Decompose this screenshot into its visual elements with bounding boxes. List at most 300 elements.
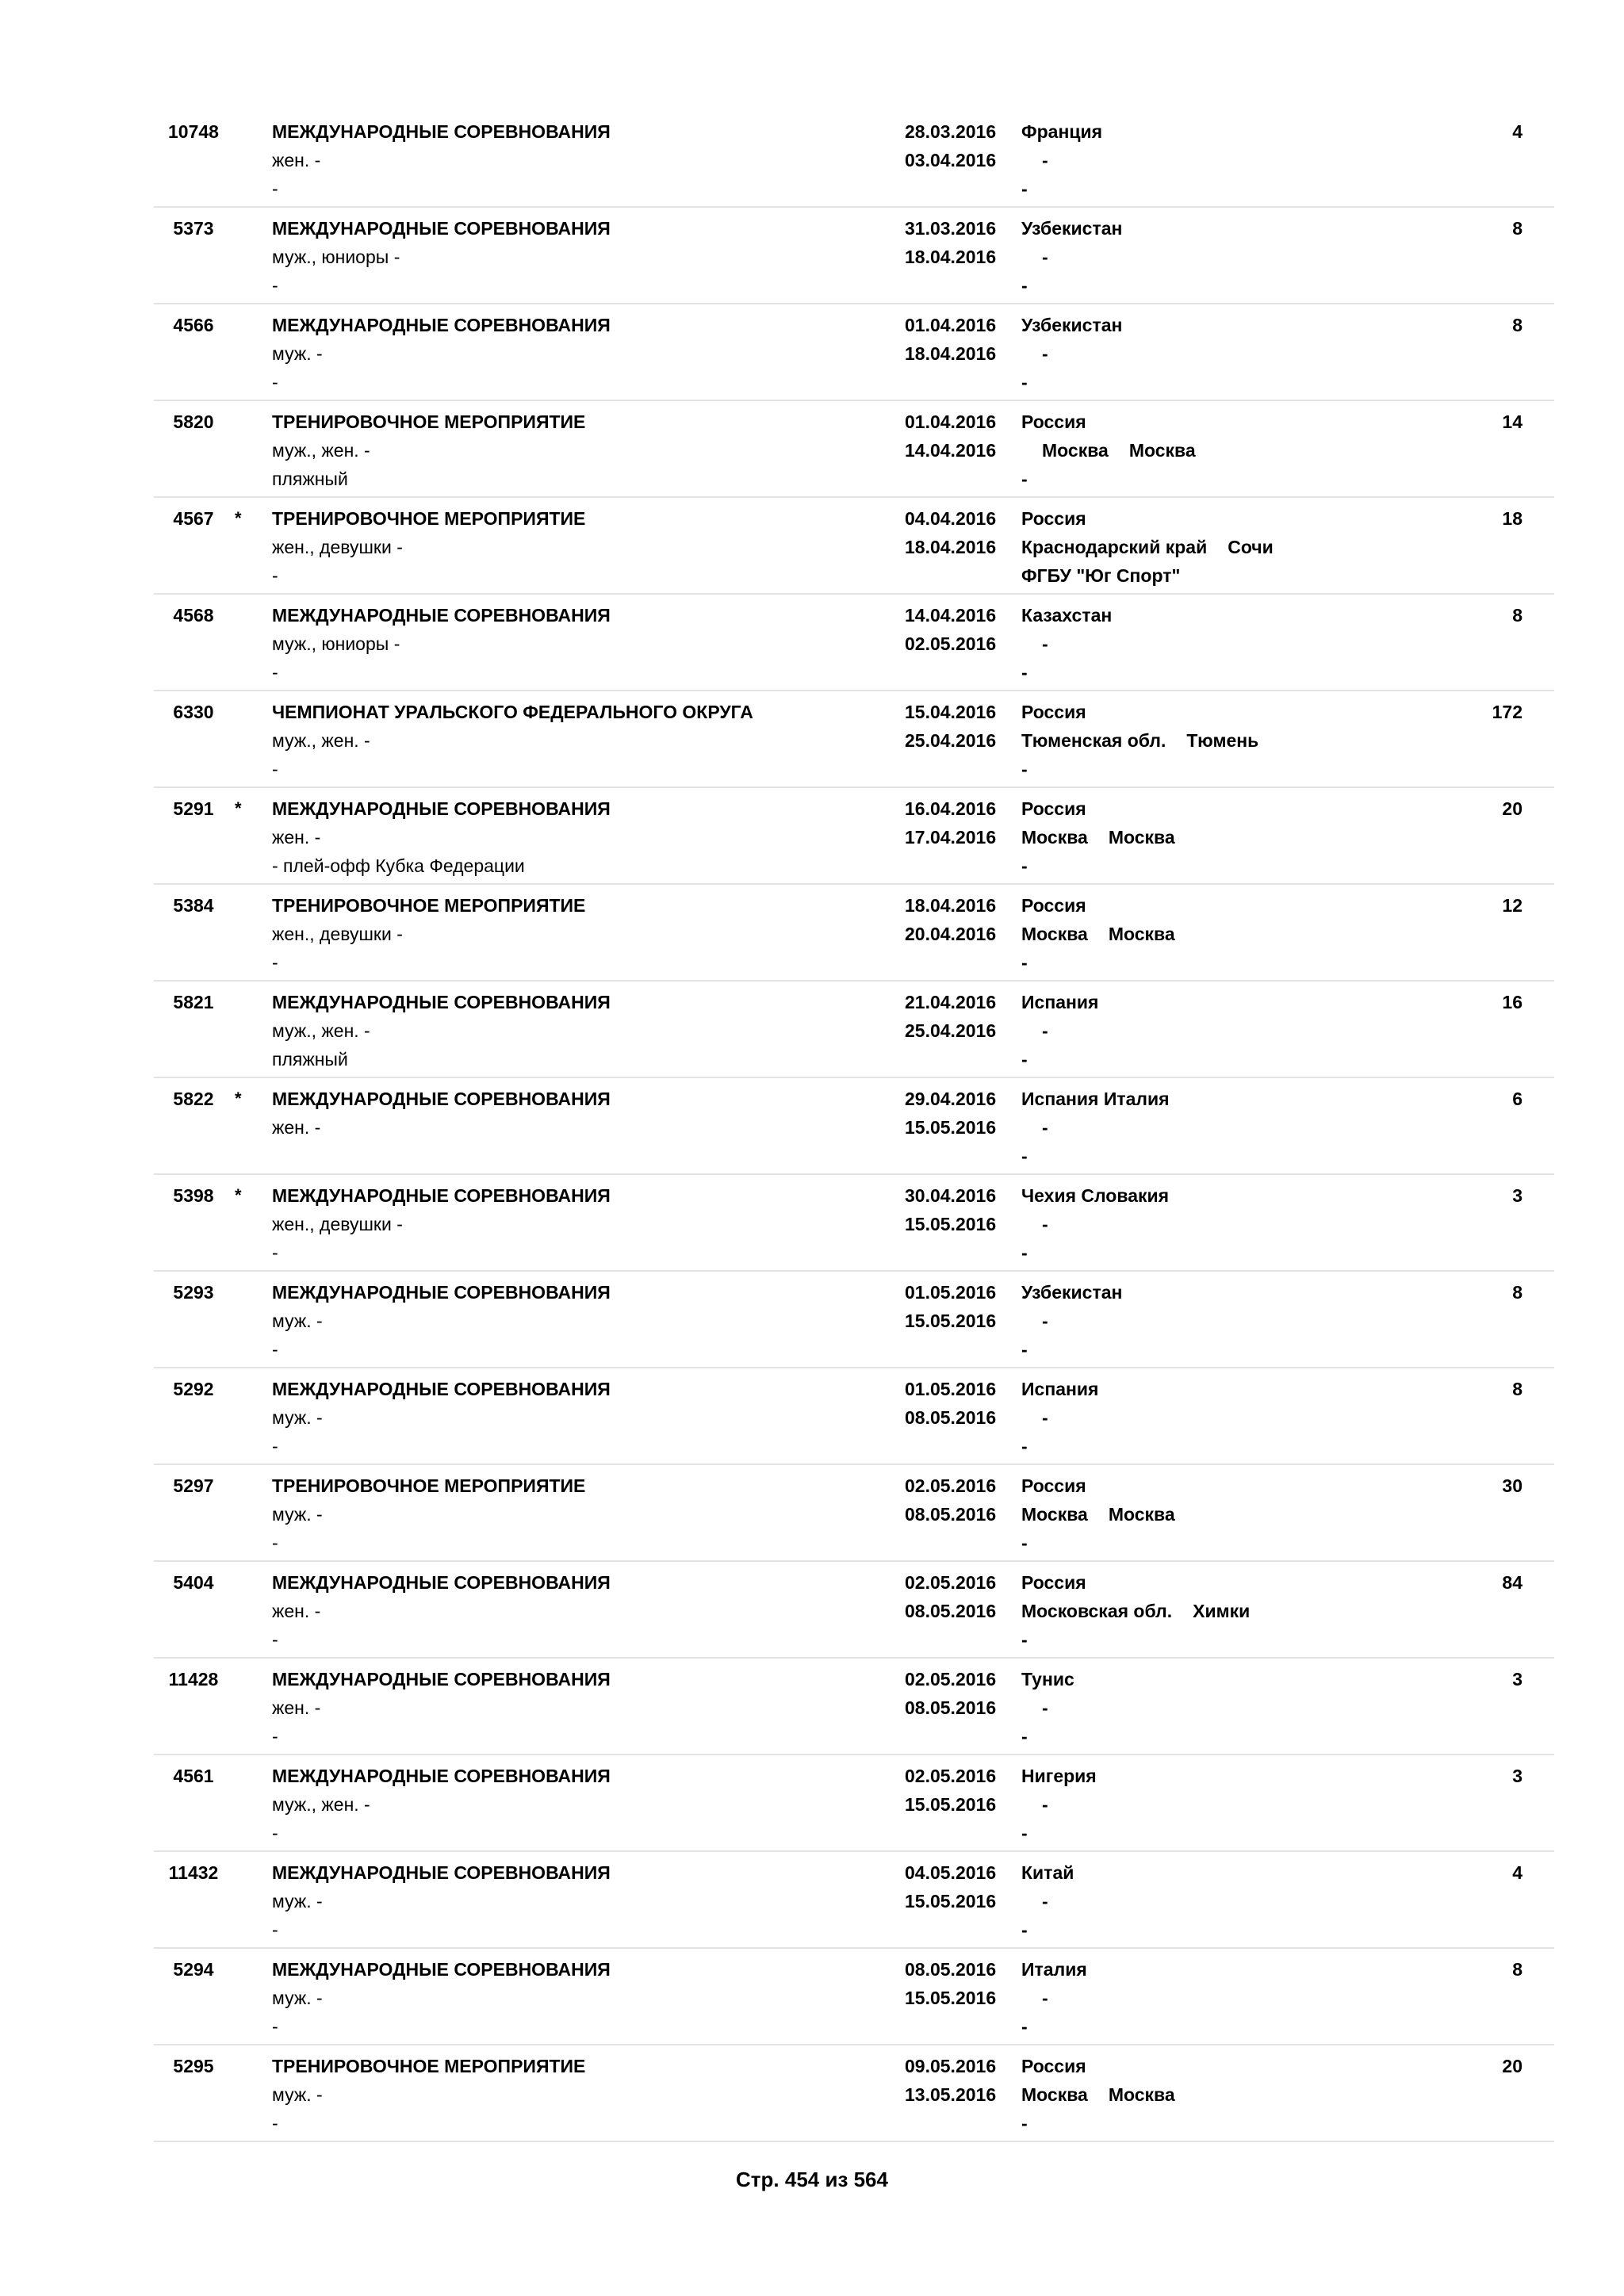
event-dates xyxy=(905,1375,996,1432)
event-venue: - xyxy=(1021,1436,1028,1456)
event-venue: - xyxy=(1021,178,1028,199)
event-dates xyxy=(905,1762,996,1819)
event-title: МЕЖДУНАРОДНЫЕ СОРЕВНОВАНИЯ xyxy=(272,992,611,1012)
event-dates xyxy=(905,1181,996,1238)
date-start: 02.05.2016 xyxy=(905,1475,997,1496)
event-id: 5384 xyxy=(173,895,214,916)
event-gender: муж., юниоры - xyxy=(272,247,400,267)
event-location xyxy=(1021,1665,1074,1751)
event-country: Узбекистан xyxy=(1021,218,1123,239)
event-country: Россия xyxy=(1021,508,1086,529)
event-region: Тюменская обл. xyxy=(1021,730,1166,751)
event-dates xyxy=(905,601,996,658)
event-id: 5822 xyxy=(173,1089,214,1109)
event-region: - xyxy=(1042,343,1048,364)
event-location xyxy=(1021,2052,1175,2137)
event-note: - xyxy=(272,1533,278,1553)
event-location xyxy=(1021,1858,1074,1944)
event-id: 5404 xyxy=(173,1572,214,1593)
event-title: МЕЖДУНАРОДНЫЕ СОРЕВНОВАНИЯ xyxy=(272,1282,611,1303)
event-info xyxy=(272,1762,611,1847)
table-row xyxy=(154,304,1554,401)
event-country: Россия xyxy=(1021,798,1086,819)
event-region: - xyxy=(1042,1891,1048,1911)
event-info xyxy=(272,1181,611,1267)
date-start: 02.05.2016 xyxy=(905,1766,997,1786)
date-start: 04.04.2016 xyxy=(905,508,997,529)
event-title: МЕЖДУНАРОДНЫЕ СОРЕВНОВАНИЯ xyxy=(272,1669,611,1689)
event-note: - xyxy=(272,2016,278,2037)
table-row xyxy=(154,885,1554,982)
event-gender: жен. - xyxy=(272,1697,321,1718)
event-note: пляжный xyxy=(272,469,348,489)
event-city: Сочи xyxy=(1228,537,1274,557)
event-venue: - xyxy=(1021,1823,1028,1843)
event-country: Россия xyxy=(1021,1475,1086,1496)
event-count: 16 xyxy=(1502,992,1522,1012)
event-count: 8 xyxy=(1512,315,1522,335)
event-country: Испания xyxy=(1021,992,1099,1012)
event-id: 5821 xyxy=(173,992,214,1012)
event-title: МЕЖДУНАРОДНЫЕ СОРЕВНОВАНИЯ xyxy=(272,121,611,142)
date-end: 25.04.2016 xyxy=(905,730,997,751)
event-id: 4568 xyxy=(173,605,214,626)
event-region: - xyxy=(1042,1020,1048,1041)
event-title: ТРЕНИРОВОЧНОЕ МЕРОПРИЯТИЕ xyxy=(272,508,586,529)
table-row xyxy=(154,2045,1554,2142)
event-info xyxy=(272,408,585,493)
event-city: Москва xyxy=(1108,827,1175,848)
event-gender: муж. - xyxy=(272,1407,323,1428)
event-country: Франция xyxy=(1021,121,1103,142)
event-region: - xyxy=(1042,247,1048,267)
event-info xyxy=(272,1278,611,1364)
date-end: 15.05.2016 xyxy=(905,1311,997,1331)
event-region: - xyxy=(1042,1988,1048,2008)
event-gender: муж., жен. - xyxy=(272,730,370,751)
event-venue: - xyxy=(1021,2113,1028,2133)
event-title: МЕЖДУНАРОДНЫЕ СОРЕВНОВАНИЯ xyxy=(272,1862,611,1883)
event-note: - xyxy=(272,565,278,586)
date-start: 01.05.2016 xyxy=(905,1282,997,1303)
date-end: 15.05.2016 xyxy=(905,1117,997,1138)
date-start: 09.05.2016 xyxy=(905,2056,997,2076)
event-country: Россия xyxy=(1021,702,1086,722)
event-country: Узбекистан xyxy=(1021,315,1123,335)
page-number: Стр. 454 из 564 xyxy=(736,2168,888,2191)
event-location xyxy=(1021,117,1102,203)
event-count: 12 xyxy=(1502,895,1522,916)
event-note: - xyxy=(272,662,278,683)
event-note: - xyxy=(272,275,278,296)
event-country: Россия xyxy=(1021,2056,1086,2076)
event-region: Москва xyxy=(1042,440,1109,461)
table-row xyxy=(154,788,1554,885)
event-gender: муж. - xyxy=(272,343,323,364)
event-venue: - xyxy=(1021,1533,1028,1553)
date-start: 02.05.2016 xyxy=(905,1572,997,1593)
event-location xyxy=(1021,1085,1170,1170)
event-location xyxy=(1021,1278,1122,1364)
event-city: Тюмень xyxy=(1186,730,1259,751)
event-star: * xyxy=(235,508,242,528)
event-note: - xyxy=(272,952,278,973)
event-id: 5373 xyxy=(173,218,214,239)
event-country: Италия xyxy=(1021,1959,1087,1980)
date-end: 08.05.2016 xyxy=(905,1407,997,1428)
event-venue: - xyxy=(1021,2016,1028,2037)
date-start: 31.03.2016 xyxy=(905,218,997,239)
event-count: 3 xyxy=(1512,1766,1522,1786)
event-venue: - xyxy=(1021,952,1028,973)
table-row xyxy=(154,208,1554,304)
event-note: - xyxy=(272,1339,278,1360)
event-region: Краснодарский край xyxy=(1021,537,1208,557)
event-count: 8 xyxy=(1512,605,1522,626)
event-venue: - xyxy=(1021,1049,1028,1070)
event-id: 4561 xyxy=(173,1766,214,1786)
event-title: МЕЖДУНАРОДНЫЕ СОРЕВНОВАНИЯ xyxy=(272,1766,611,1786)
table-row xyxy=(154,595,1554,691)
event-location xyxy=(1021,408,1196,493)
event-info xyxy=(272,1471,585,1557)
event-count: 14 xyxy=(1502,411,1522,432)
date-end: 20.04.2016 xyxy=(905,924,997,944)
event-info xyxy=(272,1665,611,1751)
events-table xyxy=(154,111,1554,2142)
event-gender: жен., девушки - xyxy=(272,924,403,944)
event-region: - xyxy=(1042,1311,1048,1331)
event-star: * xyxy=(235,1089,242,1108)
event-region: - xyxy=(1042,150,1048,170)
table-row xyxy=(154,1175,1554,1272)
event-count: 172 xyxy=(1492,702,1522,722)
date-end: 25.04.2016 xyxy=(905,1020,997,1041)
table-row xyxy=(154,401,1554,498)
event-country: Казахстан xyxy=(1021,605,1113,626)
event-country: Тунис xyxy=(1021,1669,1074,1689)
event-count: 3 xyxy=(1512,1185,1522,1206)
event-id: 5294 xyxy=(173,1959,214,1980)
event-note: - xyxy=(272,1823,278,1843)
event-dates xyxy=(905,794,996,851)
event-note: - xyxy=(272,1242,278,1263)
event-title: МЕЖДУНАРОДНЫЕ СОРЕВНОВАНИЯ xyxy=(272,1959,611,1980)
event-note: - xyxy=(272,372,278,392)
event-id: 5293 xyxy=(173,1282,214,1303)
event-id: 5292 xyxy=(173,1379,214,1399)
event-info xyxy=(272,601,611,687)
event-city: Москва xyxy=(1128,440,1196,461)
event-region: Московская обл. xyxy=(1021,1601,1173,1621)
date-end: 14.04.2016 xyxy=(905,440,997,461)
event-id: 5295 xyxy=(173,2056,214,2076)
event-region: - xyxy=(1042,1697,1048,1718)
event-gender: муж. - xyxy=(272,1311,323,1331)
event-location xyxy=(1021,214,1122,300)
event-info xyxy=(272,891,585,977)
date-end: 02.05.2016 xyxy=(905,633,997,654)
date-end: 17.04.2016 xyxy=(905,827,997,848)
table-row xyxy=(154,111,1554,208)
date-start: 29.04.2016 xyxy=(905,1089,997,1109)
event-region: - xyxy=(1042,633,1048,654)
event-country: Россия xyxy=(1021,895,1086,916)
event-dates xyxy=(905,2052,996,2109)
event-location xyxy=(1021,311,1122,396)
event-city: Москва xyxy=(1108,2084,1175,2105)
event-city: Химки xyxy=(1193,1601,1251,1621)
event-title: ТРЕНИРОВОЧНОЕ МЕРОПРИЯТИЕ xyxy=(272,2056,586,2076)
event-info xyxy=(272,117,611,203)
event-title: МЕЖДУНАРОДНЫЕ СОРЕВНОВАНИЯ xyxy=(272,1379,611,1399)
event-count: 8 xyxy=(1512,1379,1522,1399)
date-start: 01.04.2016 xyxy=(905,315,997,335)
event-dates xyxy=(905,698,996,755)
event-region: - xyxy=(1042,1794,1048,1815)
event-dates xyxy=(905,311,996,368)
event-gender: жен. - xyxy=(272,1601,321,1621)
event-venue: - xyxy=(1021,372,1028,392)
event-city: Москва xyxy=(1108,924,1175,944)
event-title: ТРЕНИРОВОЧНОЕ МЕРОПРИЯТИЕ xyxy=(272,411,586,432)
event-country: Испания Италия xyxy=(1021,1089,1170,1109)
event-id: 6330 xyxy=(173,702,214,722)
event-title: МЕЖДУНАРОДНЫЕ СОРЕВНОВАНИЯ xyxy=(272,218,611,239)
event-note: - xyxy=(272,2113,278,2133)
event-star: * xyxy=(235,1185,242,1205)
date-start: 08.05.2016 xyxy=(905,1959,997,1980)
event-dates xyxy=(905,891,996,948)
date-start: 14.04.2016 xyxy=(905,605,997,626)
event-title: МЕЖДУНАРОДНЫЕ СОРЕВНОВАНИЯ xyxy=(272,315,611,335)
event-title: ЧЕМПИОНАТ УРАЛЬСКОГО ФЕДЕРАЛЬНОГО ОКРУГА xyxy=(272,702,753,722)
date-end: 15.05.2016 xyxy=(905,1891,997,1911)
event-venue: - xyxy=(1021,275,1028,296)
event-location xyxy=(1021,1955,1087,2041)
event-dates xyxy=(905,988,996,1045)
event-city: Москва xyxy=(1108,1504,1175,1525)
event-info xyxy=(272,988,611,1073)
event-gender: жен. - xyxy=(272,1117,321,1138)
event-venue: - xyxy=(1021,1242,1028,1263)
event-dates xyxy=(905,1085,996,1142)
event-count: 4 xyxy=(1512,121,1522,142)
event-note: - плей-офф Кубка Федерации xyxy=(272,855,525,876)
event-title: МЕЖДУНАРОДНЫЕ СОРЕВНОВАНИЯ xyxy=(272,1572,611,1593)
table-row xyxy=(154,691,1554,788)
event-note: - xyxy=(272,1629,278,1650)
date-end: 15.05.2016 xyxy=(905,1794,997,1815)
date-start: 28.03.2016 xyxy=(905,121,997,142)
event-venue: - xyxy=(1021,1629,1028,1650)
event-venue: - xyxy=(1021,1919,1028,1940)
event-dates xyxy=(905,408,996,465)
event-info xyxy=(272,1955,611,2041)
date-end: 18.04.2016 xyxy=(905,537,997,557)
event-gender: муж., жен. - xyxy=(272,440,370,461)
event-gender: муж. - xyxy=(272,1891,323,1911)
event-star: * xyxy=(235,798,242,818)
event-info xyxy=(272,698,753,783)
event-count: 20 xyxy=(1502,2056,1522,2076)
event-location xyxy=(1021,794,1175,880)
event-region: Москва xyxy=(1021,827,1088,848)
date-start: 01.05.2016 xyxy=(905,1379,997,1399)
event-dates xyxy=(905,1471,996,1529)
event-title: МЕЖДУНАРОДНЫЕ СОРЕВНОВАНИЯ xyxy=(272,1089,611,1109)
event-count: 84 xyxy=(1502,1572,1522,1593)
date-end: 13.05.2016 xyxy=(905,2084,997,2105)
event-info xyxy=(272,504,585,590)
event-note: пляжный xyxy=(272,1049,348,1070)
event-region: Москва xyxy=(1021,1504,1088,1525)
date-end: 18.04.2016 xyxy=(905,247,997,267)
table-row xyxy=(154,1755,1554,1852)
date-start: 02.05.2016 xyxy=(905,1669,997,1689)
event-gender: жен., девушки - xyxy=(272,537,403,557)
event-location xyxy=(1021,1568,1250,1654)
date-start: 18.04.2016 xyxy=(905,895,997,916)
event-info xyxy=(272,214,611,300)
event-country: Россия xyxy=(1021,411,1086,432)
table-row xyxy=(154,1272,1554,1368)
event-id: 5398 xyxy=(173,1185,214,1206)
event-dates xyxy=(905,117,996,174)
event-location xyxy=(1021,1471,1175,1557)
event-dates xyxy=(905,1568,996,1625)
event-region: - xyxy=(1042,1407,1048,1428)
event-id: 5820 xyxy=(173,411,214,432)
table-row xyxy=(154,1852,1554,1949)
event-gender: муж. - xyxy=(272,2084,323,2105)
event-count: 8 xyxy=(1512,218,1522,239)
event-venue: - xyxy=(1021,469,1028,489)
event-count: 18 xyxy=(1502,508,1522,529)
event-country: Нигерия xyxy=(1021,1766,1097,1786)
date-start: 16.04.2016 xyxy=(905,798,997,819)
event-count: 30 xyxy=(1502,1475,1522,1496)
event-id: 4566 xyxy=(173,315,214,335)
event-region: Москва xyxy=(1021,924,1088,944)
event-title: МЕЖДУНАРОДНЫЕ СОРЕВНОВАНИЯ xyxy=(272,605,611,626)
table-row xyxy=(154,1465,1554,1562)
event-info xyxy=(272,311,611,396)
date-end: 15.05.2016 xyxy=(905,1988,997,2008)
date-end: 18.04.2016 xyxy=(905,343,997,364)
event-country: Китай xyxy=(1021,1862,1074,1883)
event-location xyxy=(1021,1762,1097,1847)
event-count: 6 xyxy=(1512,1089,1522,1109)
event-gender: муж., юниоры - xyxy=(272,633,400,654)
table-row xyxy=(154,982,1554,1078)
event-count: 20 xyxy=(1502,798,1522,819)
event-location xyxy=(1021,891,1175,977)
event-note xyxy=(272,1142,611,1170)
event-location xyxy=(1021,504,1274,590)
event-country: Испания xyxy=(1021,1379,1099,1399)
event-dates xyxy=(905,1665,996,1722)
event-dates xyxy=(905,214,996,271)
event-title: МЕЖДУНАРОДНЫЕ СОРЕВНОВАНИЯ xyxy=(272,1185,611,1206)
event-location xyxy=(1021,988,1098,1073)
date-end: 08.05.2016 xyxy=(905,1601,997,1621)
event-dates xyxy=(905,1955,996,2012)
table-row xyxy=(154,498,1554,595)
table-row xyxy=(154,1659,1554,1755)
event-gender: муж., жен. - xyxy=(272,1020,370,1041)
event-title: МЕЖДУНАРОДНЫЕ СОРЕВНОВАНИЯ xyxy=(272,798,611,819)
event-id: 5297 xyxy=(173,1475,214,1496)
event-dates xyxy=(905,1858,996,1915)
event-id: 4567 xyxy=(173,508,214,529)
event-count: 8 xyxy=(1512,1959,1522,1980)
event-location xyxy=(1021,1181,1169,1267)
event-gender: муж. - xyxy=(272,1504,323,1525)
date-end: 08.05.2016 xyxy=(905,1697,997,1718)
event-info xyxy=(272,1858,611,1944)
event-title: ТРЕНИРОВОЧНОЕ МЕРОПРИЯТИЕ xyxy=(272,1475,586,1496)
event-note: - xyxy=(272,1919,278,1940)
event-country: Россия xyxy=(1021,1572,1086,1593)
event-location xyxy=(1021,601,1112,687)
table-row xyxy=(154,1078,1554,1175)
date-start: 30.04.2016 xyxy=(905,1185,997,1206)
event-region: Москва xyxy=(1021,2084,1088,2105)
table-row xyxy=(154,1949,1554,2045)
date-start: 01.04.2016 xyxy=(905,411,997,432)
event-info xyxy=(272,794,611,880)
event-dates xyxy=(905,1278,996,1335)
event-count: 3 xyxy=(1512,1669,1522,1689)
table-row xyxy=(154,1562,1554,1659)
event-info xyxy=(272,2052,585,2137)
event-gender: муж. - xyxy=(272,1988,323,2008)
date-start: 04.05.2016 xyxy=(905,1862,997,1883)
event-note: - xyxy=(272,1436,278,1456)
event-count: 8 xyxy=(1512,1282,1522,1303)
event-venue: - xyxy=(1021,662,1028,683)
event-venue: - xyxy=(1021,855,1028,876)
event-info xyxy=(272,1568,611,1654)
event-venue: - xyxy=(1021,1726,1028,1747)
event-venue: ФГБУ "Юг Спорт" xyxy=(1021,565,1181,586)
date-end: 15.05.2016 xyxy=(905,1214,997,1234)
event-gender: жен. - xyxy=(272,150,321,170)
event-id: 5291 xyxy=(173,798,214,819)
event-country: Узбекистан xyxy=(1021,1282,1123,1303)
event-title: ТРЕНИРОВОЧНОЕ МЕРОПРИЯТИЕ xyxy=(272,895,586,916)
event-id: 10748 xyxy=(168,121,219,142)
event-gender: жен. - xyxy=(272,827,321,848)
event-location xyxy=(1021,1375,1098,1460)
event-id: 11432 xyxy=(168,1862,219,1883)
event-note: - xyxy=(272,178,278,199)
event-venue: - xyxy=(1021,759,1028,779)
event-note: - xyxy=(272,1726,278,1747)
event-id: 11428 xyxy=(168,1669,219,1689)
event-venue: - xyxy=(1021,1146,1028,1166)
event-dates xyxy=(905,504,996,561)
event-info xyxy=(272,1085,611,1170)
table-row xyxy=(154,1368,1554,1465)
event-venue: - xyxy=(1021,1339,1028,1360)
event-info xyxy=(272,1375,611,1460)
event-gender: жен., девушки - xyxy=(272,1214,403,1234)
event-region: - xyxy=(1042,1117,1048,1138)
date-start: 15.04.2016 xyxy=(905,702,997,722)
event-gender: муж., жен. - xyxy=(272,1794,370,1815)
